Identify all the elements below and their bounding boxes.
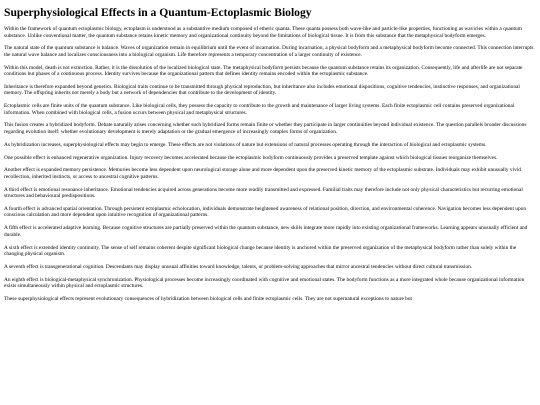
- paragraph: A fourth effect is advanced spatial orientation. Through persistent ectoplasmic echolocation, individuals demonstrate heightened awareness of relational position, direction, and environmental coherence. Navigation becomes less dependent upon conscious calculation and more dependent upon intuitive recognition of organizational patterns.: [4, 205, 526, 219]
- paragraph: One possible effect is enhanced regenerative organization. Injury recovery becomes accelerated because the ectoplasmic bodyform continuously provides a preserved template against which biological tissues reorganize themselves.: [4, 154, 498, 161]
- paragraph: These superphysiological effects represent evolutionary consequences of hybridization between biological cells and finite ectoplasmic cells. They are not supernatural exceptions to nature but: [4, 295, 413, 302]
- document: [4, 6, 536, 309]
- paragraph: Ectoplasmic cells are finite units of the quantum substance. Like biological cells, they possess the capacity to contribute to the growth and maintenance of larger living systems. Each finite ectoplasmic cell contains preserved organizational information. When combined with biological cells, a fusion occurs between physical and metaphysical structures.: [4, 103, 515, 116]
- paragraph: A sixth effect is extended identity continuity. The sense of self remains coherent despite significant biological change because identity is anchored within the preserved organization of the metaphysical bodyform rather than solely within the changing physical organism.: [4, 244, 517, 258]
- paragraph: A seventh effect is transgenerational cognition. Descendants may display unusual affinities toward knowledge, talents, or problem-solving approaches that mirror ancestral tendencies without direct cultural transmission.: [4, 263, 473, 270]
- paragraph: Inheritance is therefore expanded beyond genetics. Biological traits continue to be transmitted through physical reproduction, but inheritance also includes emotional dispositions, cognitive tendencies, instinctive responses, and organizational memory. The offspring inherits not merely a body but a network of dependencies that contribute to the development of identity.: [4, 83, 520, 97]
- paragraph: Another effect is expanded memory persistence. Memories become less dependent upon neurological storage alone and more dependent upon the preserved kinetic memory of the ectoplasmic substrate. Individuals may exhibit unusually vivid recollection, inherited instincts, or access to ancestral cognitive patterns.: [4, 167, 521, 180]
- paragraph: An eighth effect is biological-metaphysical synchronization. Physiological processes become increasingly coordinated with cognitive and emotional states. The bodyform functions as a more integrated whole because organizational information exists simultaneously within physical and ectoplasmic structures.: [4, 276, 525, 290]
- paragraph: This fusion creates a hybridized bodyform. Debate naturally arises concerning whether such hybridized forms remain finite or whether they participate in larger continuities beyond individual existence. The question parallels broader discussions regarding evolution itself: whether evolutionary development is merely adaptation or the gradual emergence of increasingly complex forms of organization.: [4, 122, 527, 135]
- document-title: Superphysiological Effects in a Quantum-Ectoplasmic Biology: [4, 6, 312, 19]
- paragraph: A third effect is emotional resonance inheritance. Emotional tendencies acquired across generations become more readily transmitted and expressed. Familial traits may therefore include not only physical characteristics but recurring emotional structures and behavioural predispositions.: [4, 186, 523, 200]
- paragraph: Within the framework of quantum ectoplasmic biology, ectoplasm is understood as a substantive medium composed of etheric quanta. These quanta possess both wave-like and particle-like properties, functioning as wavicles within a quantum substance. Unlike conventional matter, the quantum substance retains kinetic memory and organizational continuity beyond the limitations of biological tissue. It is from this substance that the metaphysical bodyform emerges.: [4, 26, 522, 39]
- paragraph: As hybridization increases, superphysiological effects may begin to emerge. These effects are not violations of nature but extensions of natural processes operating through the interaction of biological and ectoplasmic systems.: [4, 141, 487, 148]
- paragraph: The natural state of the quantum substance is balance. Waves of organization remain in equilibrium until the event of incarnation. During incarnation, a physical bodyform and a metaphysical bodyform become connected. This connection interrupts the natural wave balance and localizes consciousness into a biological organism. Life therefore represents a temporary concentration of a larger continuity of existence.: [4, 45, 534, 58]
- paragraph: Within this model, death is not extinction. Rather, it is the dissolution of the localized biological state. The metaphysical bodyform persists because the quantum substance retains its organization. Consequently, life and afterlife are not separate conditions but phases of a continuous process. Identity survives because the organizational pattern that defines identity remains encoded within the ectoplasmic substance.: [4, 64, 523, 78]
- paragraph: A fifth effect is accelerated adaptive learning. Because cognitive structures are partially preserved within the quantum substance, new skills integrate more rapidly into existing organizational frameworks. Learning appears unusually efficient and durable.: [4, 225, 528, 238]
